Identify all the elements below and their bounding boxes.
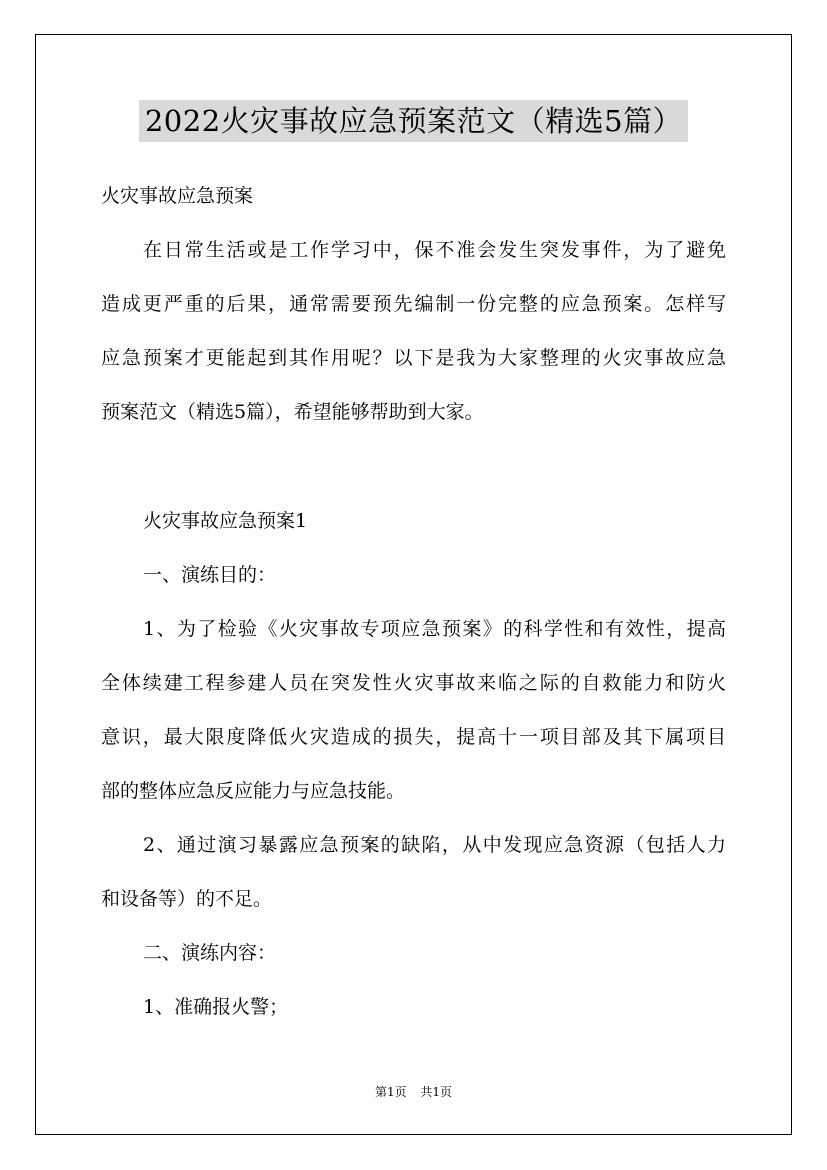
intro-line-1: 在日常生活或是工作学习中，保不准会发生突发事件，为了避免	[143, 239, 726, 261]
intro-line-3: 应急预案才更能起到其作用呢？以下是我为大家整理的火灾事故应急	[101, 347, 726, 369]
purpose1-line-1: 1、为了检验《火灾事故专项应急预案》的科学性和有效性，提高	[143, 618, 726, 640]
intro-line-4: 预案范文（精选5篇），希望能够帮助到大家。	[101, 401, 484, 423]
item1-heading: 一、演练目的：	[143, 564, 277, 586]
page-total: 共1页	[420, 1085, 453, 1099]
purpose2-line-2: 和设备等）的不足。	[101, 888, 273, 910]
document-title: 2022火灾事故应急预案范文（精选5篇）	[139, 100, 688, 142]
title-container	[0, 100, 827, 142]
purpose1-line-4: 部的整体应急反应能力与应急技能。	[101, 780, 406, 802]
section-heading: 火灾事故应急预案1	[143, 510, 308, 532]
item2-heading: 二、演练内容：	[143, 942, 277, 964]
purpose2-line-1: 2、通过演习暴露应急预案的缺陷，从中发现应急资源（包括人力	[143, 834, 726, 856]
purpose1-line-2: 全体续建工程参建人员在突发性火灾事故来临之际的自救能力和防火	[101, 672, 726, 694]
intro-line-2: 造成更严重的后果，通常需要预先编制一份完整的应急预案。怎样写	[101, 293, 726, 315]
page-number: 第1页	[374, 1085, 407, 1099]
content-line-1: 1、准确报火警；	[143, 996, 289, 1018]
document-subtitle: 火灾事故应急预案	[101, 185, 254, 207]
purpose1-line-3: 意识，最大限度降低火灾造成的损失，提高十一项目部及其下属项目	[101, 726, 726, 748]
page-footer	[0, 1084, 827, 1100]
